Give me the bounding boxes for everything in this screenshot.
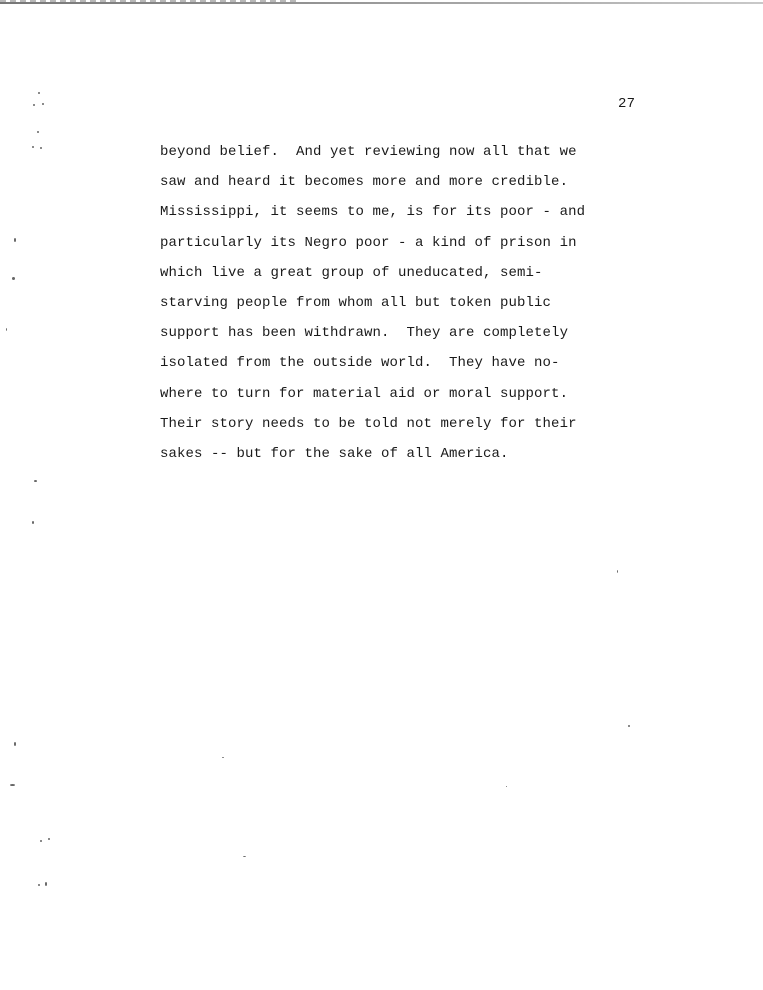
text-line: beyond belief. And yet reviewing now all that we xyxy=(160,144,577,160)
text-line: which live a great group of uneducated, semi- xyxy=(160,264,543,281)
scan-speck xyxy=(506,786,507,787)
text-line: support has been withdrawn. They are completely xyxy=(160,325,569,342)
scan-top-edge xyxy=(0,2,763,4)
scan-speck xyxy=(40,840,42,842)
text-line: isolated from the outside world. They have no- xyxy=(160,355,560,372)
page-number: 27 xyxy=(618,96,636,112)
scan-speck xyxy=(32,146,34,148)
scan-speck xyxy=(33,104,35,106)
text-line: saw and heard it becomes more and more credible. xyxy=(160,174,569,191)
scan-speck xyxy=(243,856,246,857)
scan-speck xyxy=(40,147,42,149)
scan-speck xyxy=(42,103,44,105)
scan-speck xyxy=(10,784,15,786)
scan-speck xyxy=(12,277,15,280)
text-line: starving people from whom all but token public xyxy=(160,295,552,312)
scan-speck xyxy=(38,884,40,886)
body-paragraph xyxy=(160,137,630,469)
scan-speck xyxy=(48,838,50,840)
scan-speck xyxy=(34,480,37,482)
scan-speck xyxy=(32,521,34,524)
scan-speck xyxy=(222,757,224,758)
text-line: Their story needs to be told not merely for their xyxy=(160,415,577,432)
text-line: sakes -- but for the sake of all America. xyxy=(160,446,509,463)
scan-speck xyxy=(38,92,40,94)
scan-speck xyxy=(628,725,630,727)
text-line: where to turn for material aid or moral support. xyxy=(160,385,569,402)
scan-speck xyxy=(14,742,16,746)
text-line: Mississippi, it seems to me, is for its poor - and xyxy=(160,204,586,221)
scan-speck xyxy=(45,882,47,886)
scan-speck xyxy=(6,328,7,331)
scan-speck xyxy=(14,238,16,242)
scan-speck xyxy=(617,570,618,573)
scan-speck xyxy=(37,131,39,133)
scan-top-edge-dashes xyxy=(0,0,300,2)
text-line: particularly its Negro poor - a kind of prison in xyxy=(160,234,577,251)
